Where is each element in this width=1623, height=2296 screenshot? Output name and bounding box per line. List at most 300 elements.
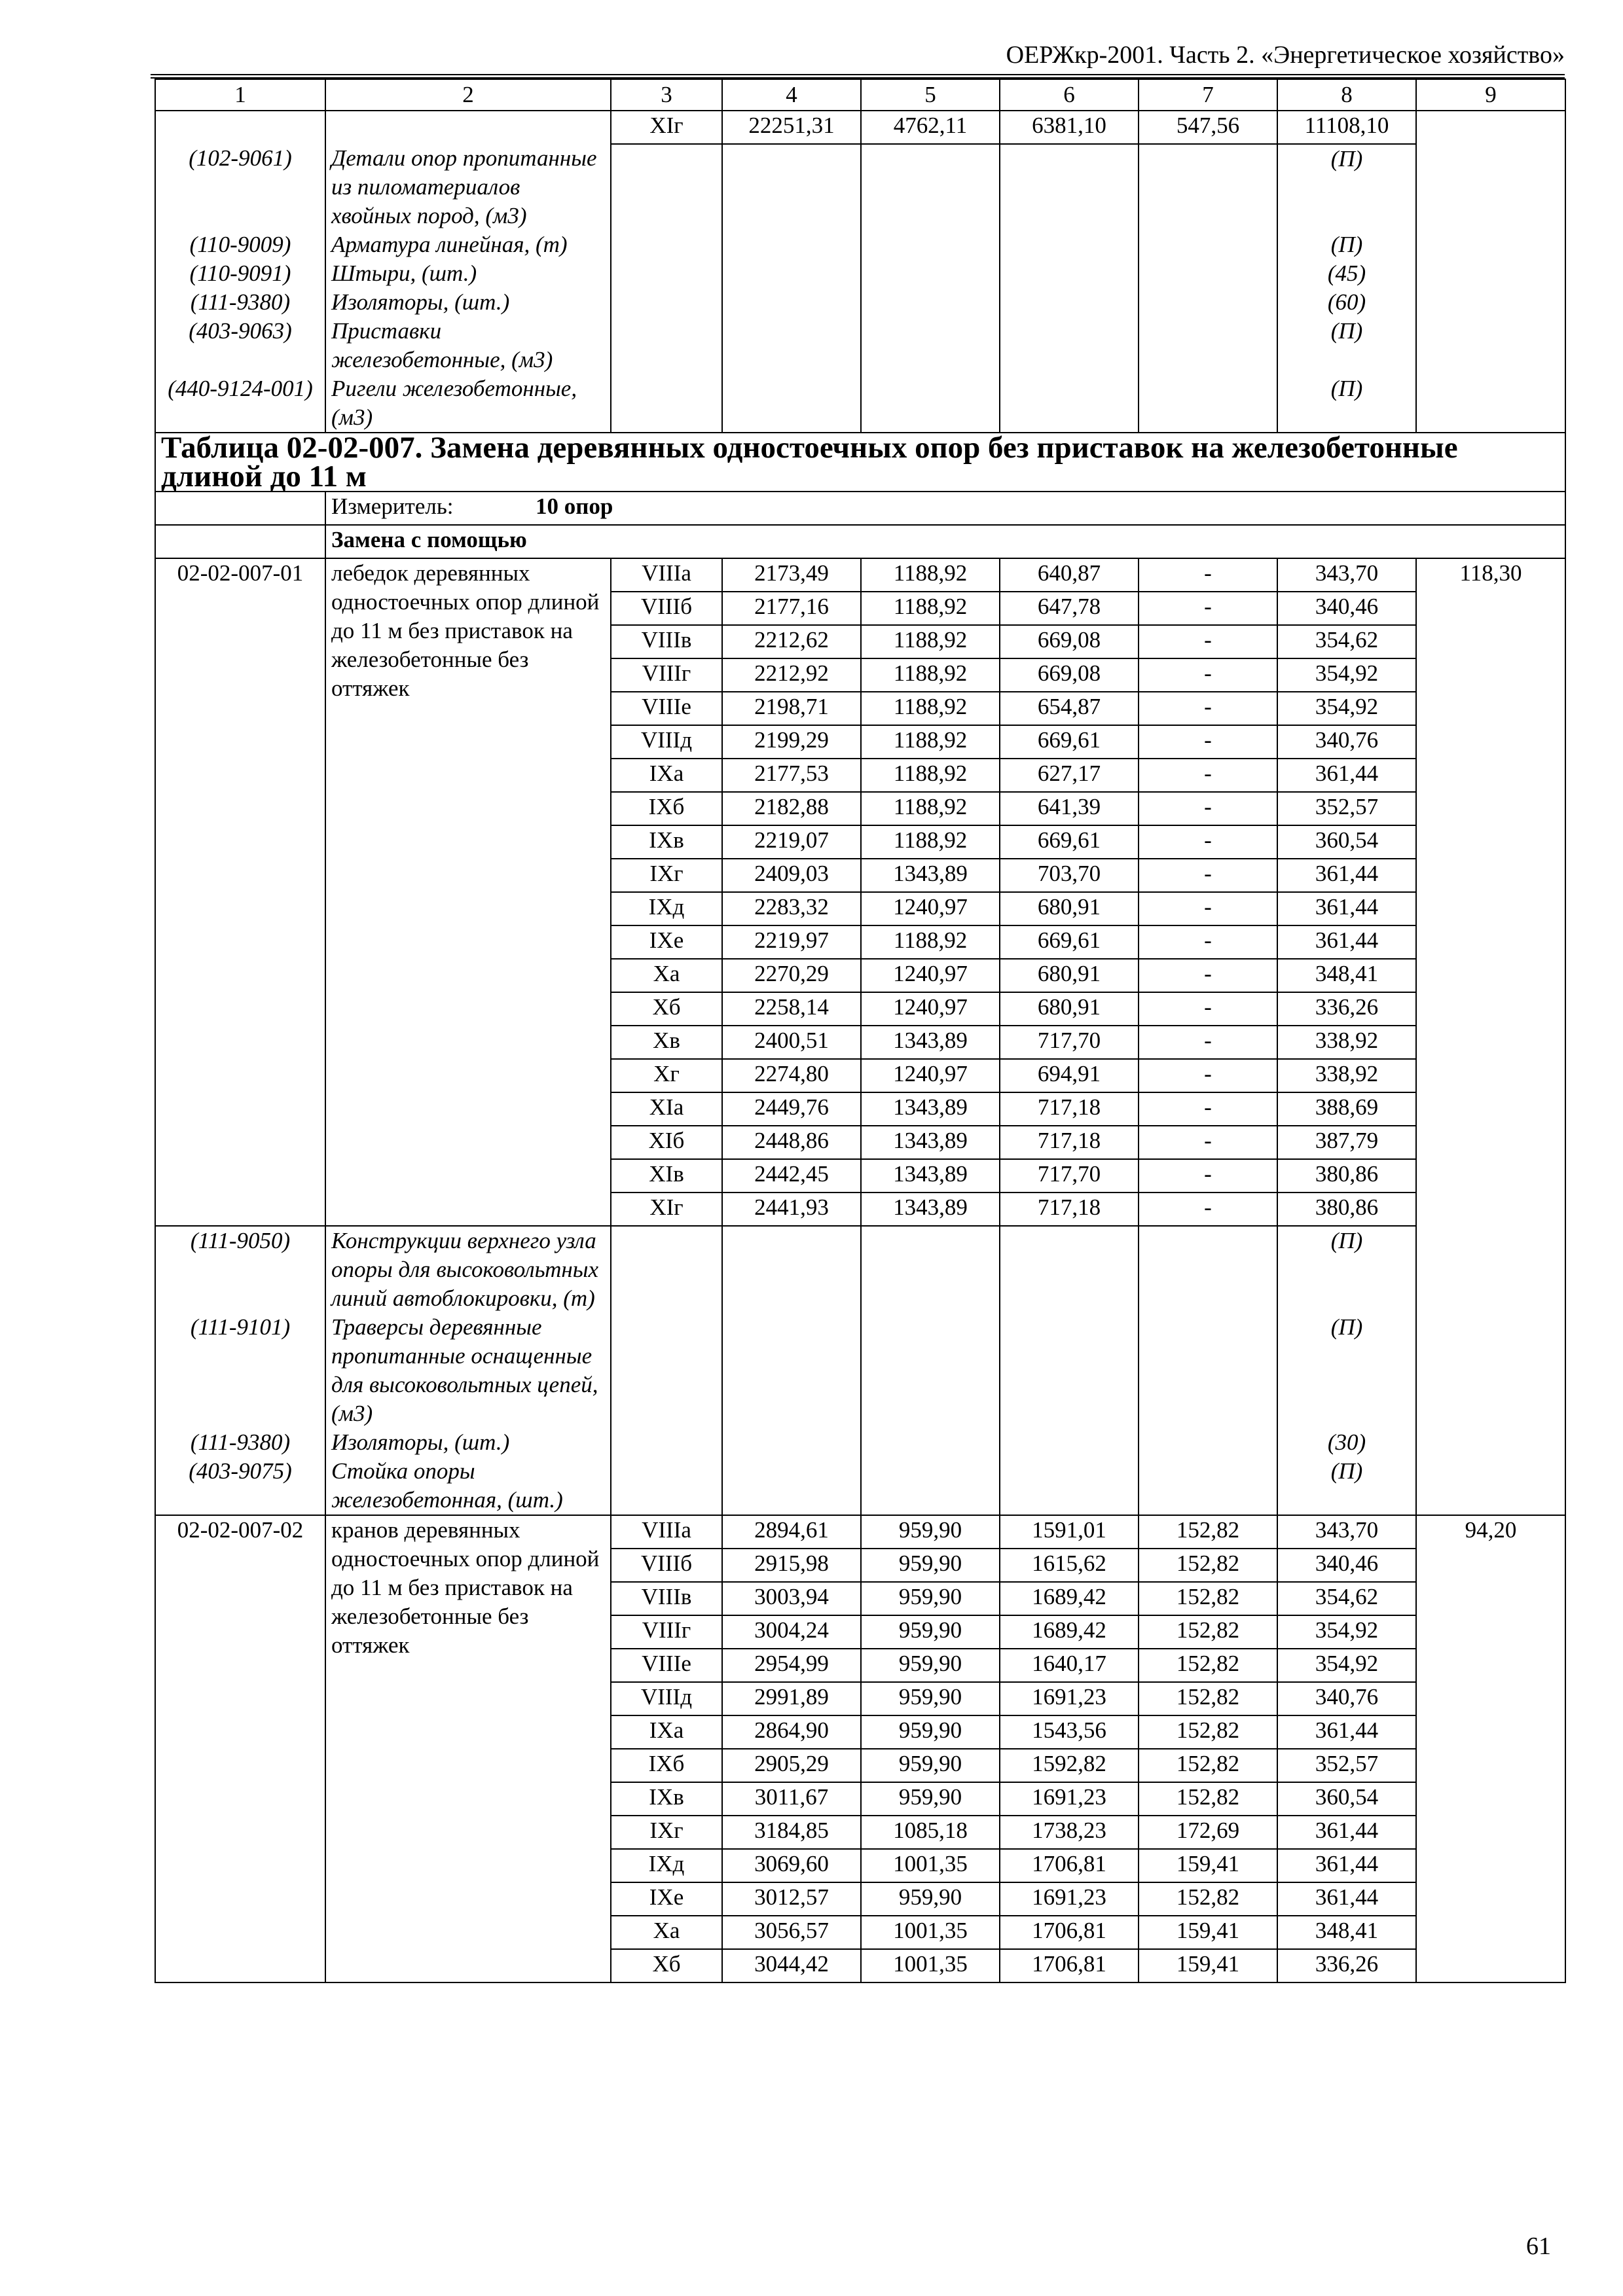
value-cell: 2219,07 <box>722 825 861 859</box>
material-qty: (П) <box>1277 1226 1416 1313</box>
value-cell: 1343,89 <box>861 1026 1000 1059</box>
value-cell: 3184,85 <box>722 1816 861 1849</box>
value-cell: 1001,35 <box>861 1849 1000 1882</box>
table-title: Таблица 02-02-007. Замена деревянных одностоечных опор без приставок на железобетонные длиной до 11 м <box>155 433 1565 492</box>
empty-cell <box>722 144 861 230</box>
empty-cell <box>1416 144 1565 230</box>
value-cell: 3044,42 <box>722 1949 861 1982</box>
value-cell: 152,82 <box>1139 1649 1277 1682</box>
empty-cell <box>861 144 1000 230</box>
zone-cell: VIIIе <box>611 1649 722 1682</box>
value-cell: 152,82 <box>1139 1549 1277 1582</box>
column-number: 7 <box>1139 79 1277 111</box>
value-cell: 641,39 <box>1000 792 1139 825</box>
value-cell: 1691,23 <box>1000 1682 1139 1715</box>
value-cell: 1188,92 <box>861 592 1000 625</box>
material-code: (111-9101) <box>155 1313 325 1428</box>
zone-cell: Xа <box>611 1916 722 1949</box>
value-cell: - <box>1139 825 1277 859</box>
value-cell: 340,76 <box>1277 725 1416 759</box>
empty-cell <box>611 259 722 288</box>
material-name: Штыри, (шт.) <box>325 259 611 288</box>
value-cell: 627,17 <box>1000 759 1139 792</box>
value-cell: - <box>1139 592 1277 625</box>
value-cell: 3004,24 <box>722 1615 861 1649</box>
material-name: Приставки железобетонные, (м3) <box>325 317 611 374</box>
value-cell: 11108,10 <box>1277 111 1416 144</box>
value-cell: 348,41 <box>1277 1916 1416 1949</box>
value-cell: 669,61 <box>1000 925 1139 959</box>
empty-cell <box>722 1313 861 1428</box>
value-cell: - <box>1139 859 1277 892</box>
empty-cell <box>611 144 722 230</box>
empty-cell <box>155 492 325 525</box>
material-code: (403-9063) <box>155 317 325 374</box>
zone-cell: IXб <box>611 1749 722 1782</box>
column-number: 1 <box>155 79 325 111</box>
value-cell: 680,91 <box>1000 959 1139 992</box>
value-cell: 340,46 <box>1277 1549 1416 1582</box>
value-cell: 2270,29 <box>722 959 861 992</box>
value-cell: 1188,92 <box>861 925 1000 959</box>
material-qty: (П) <box>1277 317 1416 374</box>
material-row <box>155 1226 1565 1313</box>
value-cell: 2182,88 <box>722 792 861 825</box>
value-cell: 1343,89 <box>861 859 1000 892</box>
value-cell: 343,70 <box>1277 558 1416 592</box>
column-number: 4 <box>722 79 861 111</box>
zone-cell: IXв <box>611 825 722 859</box>
subheading: Замена с помощью <box>325 525 1565 558</box>
value-cell: - <box>1139 1193 1277 1226</box>
column-number: 2 <box>325 79 611 111</box>
value-cell: - <box>1139 1092 1277 1126</box>
material-name: Стойка опоры железобетонная, (шт.) <box>325 1457 611 1515</box>
zone-cell: VIIIб <box>611 1549 722 1582</box>
value-cell: 959,90 <box>861 1515 1000 1549</box>
material-name: Траверсы деревянные пропитанные оснащенные для высоковольтных цепей, (м3) <box>325 1313 611 1428</box>
value-cell: 959,90 <box>861 1782 1000 1816</box>
value-cell: 354,62 <box>1277 625 1416 658</box>
value-cell: 1615,62 <box>1000 1549 1139 1582</box>
empty-cell <box>611 1226 722 1313</box>
value-cell: 388,69 <box>1277 1092 1416 1126</box>
measure-label: Измеритель: <box>331 493 454 519</box>
empty-cell <box>1139 374 1277 433</box>
value-cell: 338,92 <box>1277 1026 1416 1059</box>
empty-cell <box>1000 230 1139 259</box>
empty-cell <box>155 525 325 558</box>
value-cell: 340,46 <box>1277 592 1416 625</box>
zone-cell: IXе <box>611 925 722 959</box>
empty-cell <box>611 288 722 317</box>
value-cell: 152,82 <box>1139 1715 1277 1749</box>
value-cell: 354,92 <box>1277 1615 1416 1649</box>
value-cell: 1188,92 <box>861 692 1000 725</box>
material-qty: (П) <box>1277 1313 1416 1428</box>
empty-cell <box>861 1457 1000 1515</box>
value-cell: 2283,32 <box>722 892 861 925</box>
material-row <box>155 1428 1565 1457</box>
value-cell: 152,82 <box>1139 1782 1277 1816</box>
description-cell <box>325 111 611 144</box>
value-cell: 3011,67 <box>722 1782 861 1816</box>
empty-cell <box>1139 1428 1277 1457</box>
material-row <box>155 259 1565 288</box>
value-cell: 1343,89 <box>861 1159 1000 1193</box>
material-name: Ригели железобетонные, (м3) <box>325 374 611 433</box>
zone-cell: VIIIг <box>611 658 722 692</box>
value-cell: 1085,18 <box>861 1816 1000 1849</box>
value-cell: 669,61 <box>1000 725 1139 759</box>
value-cell: 4762,11 <box>861 111 1000 144</box>
zone-cell: XIв <box>611 1159 722 1193</box>
value-cell: 680,91 <box>1000 892 1139 925</box>
value-cell: 172,69 <box>1139 1816 1277 1849</box>
value-cell: 717,18 <box>1000 1126 1139 1159</box>
value-cell: 1689,42 <box>1000 1582 1139 1615</box>
value-cell: 1188,92 <box>861 625 1000 658</box>
value-cell: 352,57 <box>1277 1749 1416 1782</box>
value-cell: 2442,45 <box>722 1159 861 1193</box>
empty-cell <box>861 374 1000 433</box>
material-name: Арматура линейная, (т) <box>325 230 611 259</box>
measure-cell <box>325 492 1565 525</box>
column-number: 8 <box>1277 79 1416 111</box>
material-name: Изоляторы, (шт.) <box>325 288 611 317</box>
empty-cell <box>1416 230 1565 259</box>
empty-cell <box>1139 1457 1277 1515</box>
zone-cell: VIIIе <box>611 692 722 725</box>
value-cell: - <box>1139 558 1277 592</box>
value-cell: 354,92 <box>1277 658 1416 692</box>
value-cell: 959,90 <box>861 1649 1000 1682</box>
value-cell: 669,08 <box>1000 625 1139 658</box>
value-cell: 152,82 <box>1139 1515 1277 1549</box>
price-row <box>155 1515 1565 1549</box>
value-cell: 6381,10 <box>1000 111 1139 144</box>
zone-cell: IXа <box>611 1715 722 1749</box>
empty-cell <box>1416 288 1565 317</box>
material-qty: (П) <box>1277 144 1416 230</box>
value-cell: 2905,29 <box>722 1749 861 1782</box>
zone-cell: IXе <box>611 1882 722 1916</box>
value-cell: 361,44 <box>1277 1715 1416 1749</box>
value-cell: 361,44 <box>1277 925 1416 959</box>
material-row <box>155 374 1565 433</box>
value-cell: 354,62 <box>1277 1582 1416 1615</box>
value-cell: 1343,89 <box>861 1193 1000 1226</box>
material-name: Изоляторы, (шт.) <box>325 1428 611 1457</box>
value-cell: 152,82 <box>1139 1682 1277 1715</box>
empty-cell <box>1000 144 1139 230</box>
value-cell: 2177,16 <box>722 592 861 625</box>
value-cell: 387,79 <box>1277 1126 1416 1159</box>
empty-cell <box>1416 374 1565 433</box>
zone-cell: IXа <box>611 759 722 792</box>
measure-value: 10 опор <box>536 493 613 519</box>
zone-cell: XIг <box>611 111 722 144</box>
code-cell <box>155 111 325 144</box>
value-cell: 1188,92 <box>861 792 1000 825</box>
zone-cell: VIIIг <box>611 1615 722 1649</box>
value-cell: 654,87 <box>1000 692 1139 725</box>
zone-cell: VIIIд <box>611 1682 722 1715</box>
price-row <box>155 111 1565 144</box>
zone-cell: IXг <box>611 859 722 892</box>
value-cell: 360,54 <box>1277 1782 1416 1816</box>
column-number: 9 <box>1416 79 1565 111</box>
rate-code: 02-02-007-02 <box>155 1515 325 1982</box>
value-cell: 2212,92 <box>722 658 861 692</box>
page-number: 61 <box>1526 2233 1551 2260</box>
value-cell: 360,54 <box>1277 825 1416 859</box>
value-cell: 2199,29 <box>722 725 861 759</box>
value-cell: 2274,80 <box>722 1059 861 1092</box>
value-cell: 361,44 <box>1277 759 1416 792</box>
zone-cell: IXд <box>611 892 722 925</box>
zone-cell: VIIIа <box>611 1515 722 1549</box>
value-cell: 348,41 <box>1277 959 1416 992</box>
rate-description: кранов деревянных одностоечных опор длиной до 11 м без приставок на железобетонные без оттяжек <box>325 1515 611 1982</box>
zone-cell: XIа <box>611 1092 722 1126</box>
empty-cell <box>722 1428 861 1457</box>
value-cell: 159,41 <box>1139 1949 1277 1982</box>
empty-cell <box>1139 230 1277 259</box>
running-header: ОЕРЖкр-2001. Часть 2. «Энергетическое хозяйство» <box>1006 41 1565 69</box>
zone-cell: VIIIв <box>611 625 722 658</box>
empty-cell <box>861 317 1000 374</box>
value-cell: 1240,97 <box>861 1059 1000 1092</box>
price-row <box>155 558 1565 592</box>
value-cell: 2177,53 <box>722 759 861 792</box>
value-cell: 380,86 <box>1277 1159 1416 1193</box>
value-cell: 669,61 <box>1000 825 1139 859</box>
zone-cell: IXб <box>611 792 722 825</box>
value-cell: - <box>1139 892 1277 925</box>
column-number: 3 <box>611 79 722 111</box>
value-cell: 354,92 <box>1277 692 1416 725</box>
value-cell: 2915,98 <box>722 1549 861 1582</box>
empty-cell <box>611 230 722 259</box>
value-cell: 2198,71 <box>722 692 861 725</box>
value-cell: 1001,35 <box>861 1949 1000 1982</box>
value-cell: 669,08 <box>1000 658 1139 692</box>
value-cell: 717,18 <box>1000 1092 1139 1126</box>
material-code: (110-9091) <box>155 259 325 288</box>
empty-cell <box>611 1313 722 1428</box>
value-cell: 361,44 <box>1277 1882 1416 1916</box>
rate-code: 02-02-007-01 <box>155 558 325 1226</box>
value-cell: 1343,89 <box>861 1092 1000 1126</box>
measure-row <box>155 492 1565 525</box>
empty-cell <box>611 1457 722 1515</box>
zone-cell: IXг <box>611 1816 722 1849</box>
zone-cell: Xб <box>611 1949 722 1982</box>
value-cell: 152,82 <box>1139 1582 1277 1615</box>
zone-cell: Xв <box>611 1026 722 1059</box>
value-cell: 2864,90 <box>722 1715 861 1749</box>
value-cell: 2449,76 <box>722 1092 861 1126</box>
material-row <box>155 1457 1565 1515</box>
empty-cell <box>722 1226 861 1313</box>
material-code: (102-9061) <box>155 144 325 230</box>
value-cell: 3056,57 <box>722 1916 861 1949</box>
column-number: 6 <box>1000 79 1139 111</box>
material-qty: (П) <box>1277 374 1416 433</box>
value-cell: 547,56 <box>1139 111 1277 144</box>
value-cell: 2441,93 <box>722 1193 861 1226</box>
empty-cell <box>1139 259 1277 288</box>
empty-cell <box>722 230 861 259</box>
value-cell: 1706,81 <box>1000 1949 1139 1982</box>
value-cell: 1706,81 <box>1000 1916 1139 1949</box>
value-cell: 2954,99 <box>722 1649 861 1682</box>
value-cell: 380,86 <box>1277 1193 1416 1226</box>
value-cell: 1188,92 <box>861 825 1000 859</box>
empty-cell <box>1416 259 1565 288</box>
empty-cell <box>1139 144 1277 230</box>
value-cell: 1240,97 <box>861 892 1000 925</box>
value-cell: 1188,92 <box>861 725 1000 759</box>
value-cell: - <box>1139 759 1277 792</box>
value-cell: 152,82 <box>1139 1882 1277 1916</box>
value-cell: 159,41 <box>1139 1849 1277 1882</box>
value-cell: 959,90 <box>861 1615 1000 1649</box>
empty-cell <box>611 374 722 433</box>
material-qty: (П) <box>1277 1457 1416 1515</box>
value-cell: 959,90 <box>861 1749 1000 1782</box>
empty-cell <box>1000 1457 1139 1515</box>
empty-cell <box>861 288 1000 317</box>
value-cell: - <box>1139 692 1277 725</box>
value-cell: 1188,92 <box>861 558 1000 592</box>
material-qty: (30) <box>1277 1428 1416 1457</box>
empty-cell <box>861 1313 1000 1428</box>
value-cell: 152,82 <box>1139 1749 1277 1782</box>
value-cell: 3012,57 <box>722 1882 861 1916</box>
empty-cell <box>861 1226 1000 1313</box>
value-cell: - <box>1139 925 1277 959</box>
empty-cell <box>1000 259 1139 288</box>
subheading-row <box>155 525 1565 558</box>
zone-cell: VIIIб <box>611 592 722 625</box>
material-row <box>155 230 1565 259</box>
value-cell: 22251,31 <box>722 111 861 144</box>
value-cell: 694,91 <box>1000 1059 1139 1092</box>
value-cell: 1689,42 <box>1000 1615 1139 1649</box>
empty-cell <box>722 1457 861 1515</box>
value-cell: 361,44 <box>1277 892 1416 925</box>
zone-cell: VIIIд <box>611 725 722 759</box>
zone-cell: Xб <box>611 992 722 1026</box>
rate-description: лебедок деревянных одностоечных опор длиной до 11 м без приставок на железобетонные без оттяжек <box>325 558 611 1226</box>
empty-cell <box>1139 317 1277 374</box>
value-cell: 1591,01 <box>1000 1515 1139 1549</box>
value-cell: 1706,81 <box>1000 1849 1139 1882</box>
empty-cell <box>1416 317 1565 374</box>
value-cell: 336,26 <box>1277 1949 1416 1982</box>
value-cell: 2258,14 <box>722 992 861 1026</box>
value-cell: - <box>1139 1159 1277 1193</box>
value-cell: 1188,92 <box>861 658 1000 692</box>
value-cell: - <box>1139 625 1277 658</box>
value-cell: 1640,17 <box>1000 1649 1139 1682</box>
material-code: (403-9075) <box>155 1457 325 1515</box>
value-cell: - <box>1139 992 1277 1026</box>
value-cell: 361,44 <box>1277 859 1416 892</box>
value-cell: 338,92 <box>1277 1059 1416 1092</box>
empty-cell <box>722 317 861 374</box>
value-cell: 2991,89 <box>722 1682 861 1715</box>
value-cell: 959,90 <box>861 1549 1000 1582</box>
empty-cell <box>1000 374 1139 433</box>
value-cell: 2173,49 <box>722 558 861 592</box>
zone-cell: VIIIв <box>611 1582 722 1615</box>
value-cell: - <box>1139 1126 1277 1159</box>
zone-cell: Xг <box>611 1059 722 1092</box>
value-cell: 717,70 <box>1000 1026 1139 1059</box>
empty-cell <box>1139 1226 1277 1313</box>
value-cell: 2894,61 <box>722 1515 861 1549</box>
value-cell: - <box>1139 1026 1277 1059</box>
value-cell: 3003,94 <box>722 1582 861 1615</box>
value-cell: 1240,97 <box>861 992 1000 1026</box>
material-row <box>155 1313 1565 1428</box>
value-cell: 1691,23 <box>1000 1782 1139 1816</box>
empty-cell <box>861 259 1000 288</box>
zone-cell: IXд <box>611 1849 722 1882</box>
material-row <box>155 144 1565 230</box>
material-name: Конструкции верхнего узла опоры для высоковольтных линий автоблокировки, (т) <box>325 1226 611 1313</box>
zone-cell: Xа <box>611 959 722 992</box>
zone-cell: XIг <box>611 1193 722 1226</box>
value-cell: 1343,89 <box>861 1126 1000 1159</box>
value-cell: 2219,97 <box>722 925 861 959</box>
material-code: (111-9050) <box>155 1226 325 1313</box>
value-cell: - <box>1139 1059 1277 1092</box>
zone-cell: IXв <box>611 1782 722 1816</box>
value-cell: 959,90 <box>861 1715 1000 1749</box>
value-cell: 352,57 <box>1277 792 1416 825</box>
value-cell: - <box>1139 959 1277 992</box>
value-cell: 959,90 <box>861 1582 1000 1615</box>
value-cell: 3069,60 <box>722 1849 861 1882</box>
empty-cell <box>1000 1428 1139 1457</box>
material-qty: (П) <box>1277 230 1416 259</box>
value-cell: 2400,51 <box>722 1026 861 1059</box>
empty-cell <box>1139 1313 1277 1428</box>
value-cell: 1691,23 <box>1000 1882 1139 1916</box>
empty-cell <box>722 374 861 433</box>
labor-cost-cell: 94,20 <box>1416 1515 1565 1982</box>
value-cell: 336,26 <box>1277 992 1416 1026</box>
value-cell: - <box>1139 792 1277 825</box>
value-cell: 1001,35 <box>861 1916 1000 1949</box>
value-cell: 2212,62 <box>722 625 861 658</box>
value-cell: 361,44 <box>1277 1849 1416 1882</box>
material-code: (111-9380) <box>155 1428 325 1457</box>
empty-cell <box>722 259 861 288</box>
value-cell: 152,82 <box>1139 1615 1277 1649</box>
value-cell: 1188,92 <box>861 759 1000 792</box>
empty-cell <box>611 317 722 374</box>
value-cell: - <box>1139 658 1277 692</box>
value-cell: 1543,56 <box>1000 1715 1139 1749</box>
material-row <box>155 317 1565 374</box>
column-numbers-row <box>155 79 1565 111</box>
value-cell: 1592,82 <box>1000 1749 1139 1782</box>
